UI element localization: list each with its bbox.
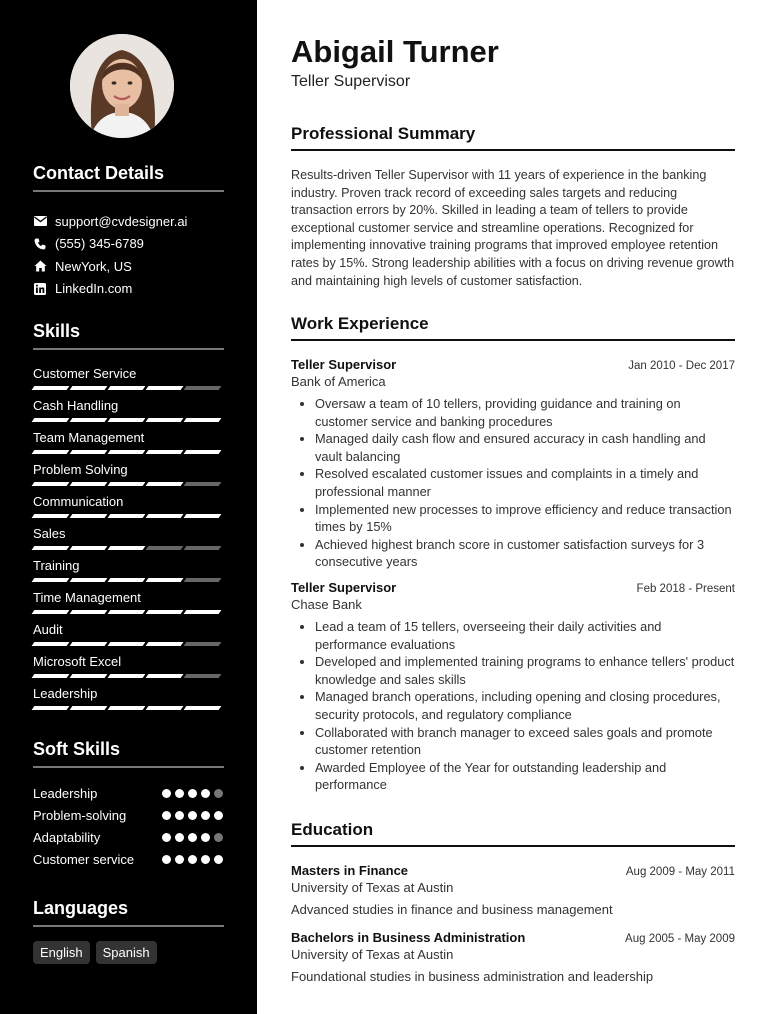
job-title: Teller Supervisor xyxy=(291,357,397,372)
education-description: Advanced studies in finance and business management xyxy=(291,902,613,917)
soft-skill-name: Problem-solving xyxy=(33,807,127,823)
skill-item xyxy=(33,620,223,652)
skill-level-segment xyxy=(146,386,184,390)
skill-level-segment xyxy=(70,546,108,550)
soft-skill-name: Customer service xyxy=(33,851,135,867)
job-bullet: • Collaborated with branch manager to exceed sales goals and promote customer retention xyxy=(315,724,735,759)
soft-skills-heading: Soft Skills xyxy=(33,739,224,768)
skill-level-segment xyxy=(184,482,222,486)
skill-item xyxy=(33,652,223,684)
education-dates: Aug 2005 - May 2009 xyxy=(625,933,735,945)
job-company: Bank of America xyxy=(291,374,386,389)
candidate-title: Teller Supervisor xyxy=(291,73,411,90)
linkedin-icon xyxy=(33,282,47,296)
skill-level-segment xyxy=(146,418,184,422)
soft-skill-rating xyxy=(162,833,223,842)
summary-text: Results-driven Teller Supervisor with 11 years of experience in the banking industry. Proven track record of exceeding sales targets and reducing transaction errors by 20%. Skilled in leading a team of tellers to provide exceptional customer service and streamline operations. Recognized for implementing innovative training programs that improved employee retention rates by 15%. Strong leadership abilities with a focus on driving revenue growth and maintaining high levels of customer satisfaction. xyxy=(291,168,735,288)
skill-name: Cash Handling xyxy=(33,398,119,413)
skill-level-segment xyxy=(32,482,70,486)
skill-name: Customer Service xyxy=(33,366,137,381)
skill-level-segment xyxy=(108,386,146,390)
rating-dot xyxy=(175,855,184,864)
skill-level-bar xyxy=(33,482,223,486)
contact-phone[interactable] xyxy=(33,233,224,256)
job-bullet: • Lead a team of 15 tellers, overseeing their daily activities and performance evaluations xyxy=(315,618,735,653)
skill-level-segment xyxy=(184,706,222,710)
language-tag: Spanish xyxy=(96,941,157,964)
skill-level-segment xyxy=(70,674,108,678)
skill-level-segment xyxy=(32,546,70,550)
phone-icon xyxy=(33,237,47,251)
sidebar xyxy=(0,0,257,1014)
soft-skill-item xyxy=(33,848,223,870)
rating-dot xyxy=(201,811,210,820)
skill-level-segment xyxy=(184,674,222,678)
job-title: Teller Supervisor xyxy=(291,580,397,595)
contact-linkedin[interactable] xyxy=(33,278,224,301)
skill-name: Audit xyxy=(33,622,63,637)
skill-level-segment xyxy=(32,418,70,422)
job-bullet: • Managed daily cash flow and ensured accuracy in cash handling and vault balancing xyxy=(315,430,735,465)
skill-level-segment xyxy=(108,450,146,454)
email-icon xyxy=(33,214,47,228)
skill-level-segment xyxy=(70,386,108,390)
rating-dot xyxy=(188,833,197,842)
skill-item xyxy=(33,460,223,492)
skill-item xyxy=(33,428,223,460)
skill-name: Problem Solving xyxy=(33,462,128,477)
skill-level-segment xyxy=(108,642,146,646)
school-name: University of Texas at Austin xyxy=(291,880,454,895)
skill-level-segment xyxy=(108,610,146,614)
skill-level-bar xyxy=(33,450,223,454)
skill-level-segment xyxy=(184,514,222,518)
skill-level-segment xyxy=(32,706,70,710)
skill-level-segment xyxy=(70,642,108,646)
skill-level-bar xyxy=(33,578,223,582)
skill-level-segment xyxy=(146,706,184,710)
soft-skill-rating xyxy=(162,855,223,864)
rating-dot xyxy=(214,789,223,798)
skill-level-segment xyxy=(32,386,70,390)
skill-level-segment xyxy=(146,514,184,518)
education-heading: Education xyxy=(291,820,735,847)
job-bullet: • Resolved escalated customer issues and complaints in a timely and professional manner xyxy=(315,465,735,500)
skills-heading: Skills xyxy=(33,321,224,350)
skill-level-segment xyxy=(70,514,108,518)
skill-level-segment xyxy=(70,418,108,422)
languages-list xyxy=(33,941,157,964)
skill-level-segment xyxy=(184,418,222,422)
rating-dot xyxy=(175,789,184,798)
languages-heading: Languages xyxy=(33,898,224,927)
skill-name: Microsoft Excel xyxy=(33,654,122,669)
skill-name: Training xyxy=(33,558,80,573)
skill-level-segment xyxy=(184,386,222,390)
job-company: Chase Bank xyxy=(291,597,362,612)
skill-level-segment xyxy=(108,706,146,710)
skill-level-segment xyxy=(108,674,146,678)
contact-phone-text: (555) 345-6789 xyxy=(55,236,144,252)
skill-level-bar xyxy=(33,706,223,710)
contact-location xyxy=(33,255,224,278)
experience-heading: Work Experience xyxy=(291,314,735,341)
soft-skill-rating xyxy=(162,789,223,798)
education-description: Foundational studies in business administration and leadership xyxy=(291,969,654,984)
skill-item xyxy=(33,492,223,524)
job-bullet: • Developed and implemented training programs to enhance tellers' product knowledge and sales skills xyxy=(315,653,735,688)
skill-level-segment xyxy=(146,450,184,454)
education-entry xyxy=(291,930,735,984)
contact-linkedin-text: LinkedIn.com xyxy=(55,281,133,297)
skill-level-segment xyxy=(70,706,108,710)
skill-level-segment xyxy=(184,546,222,550)
job-bullets xyxy=(291,618,735,794)
skill-level-segment xyxy=(32,674,70,678)
rating-dot xyxy=(214,811,223,820)
skill-item xyxy=(33,396,223,428)
skill-item xyxy=(33,524,223,556)
job-bullet: • Implemented new processes to improve efficiency and reduce transaction times by 15% xyxy=(315,501,735,536)
soft-skill-item xyxy=(33,782,223,804)
skill-level-segment xyxy=(146,578,184,582)
skill-level-bar xyxy=(33,386,223,390)
job-dates: Jan 2010 - Dec 2017 xyxy=(628,360,735,372)
skills-list xyxy=(33,364,223,716)
contact-email-text: support@cvdesigner.ai xyxy=(55,213,188,229)
soft-skill-item xyxy=(33,826,223,848)
skill-item xyxy=(33,364,223,396)
job-bullet: • Oversaw a team of 10 tellers, providing guidance and training on customer service and banking procedures xyxy=(315,395,735,430)
rating-dot xyxy=(214,855,223,864)
rating-dot xyxy=(175,811,184,820)
contact-location-text: NewYork, US xyxy=(55,258,132,274)
skill-level-bar xyxy=(33,642,223,646)
skill-level-segment xyxy=(146,546,184,550)
contact-list xyxy=(33,210,224,300)
skill-level-segment xyxy=(70,482,108,486)
skill-level-segment xyxy=(146,482,184,486)
contact-heading: Contact Details xyxy=(33,163,224,192)
skill-item xyxy=(33,684,223,716)
job-entry xyxy=(291,580,735,794)
skill-level-segment xyxy=(108,578,146,582)
skill-name: Communication xyxy=(33,494,124,509)
skill-name: Team Management xyxy=(33,430,145,445)
rating-dot xyxy=(188,855,197,864)
candidate-name: Abigail Turner xyxy=(291,34,499,69)
degree-title: Masters in Finance xyxy=(291,863,409,878)
skill-level-bar xyxy=(33,514,223,518)
summary-heading: Professional Summary xyxy=(291,124,735,151)
skill-level-segment xyxy=(70,610,108,614)
skill-level-segment xyxy=(184,578,222,582)
job-entry xyxy=(291,357,735,571)
rating-dot xyxy=(162,855,171,864)
skill-level-segment xyxy=(108,514,146,518)
rating-dot xyxy=(188,811,197,820)
profile-photo xyxy=(70,34,174,138)
rating-dot xyxy=(162,789,171,798)
skill-level-bar xyxy=(33,674,223,678)
skill-level-bar xyxy=(33,610,223,614)
rating-dot xyxy=(188,789,197,798)
school-name: University of Texas at Austin xyxy=(291,947,454,962)
skill-name: Sales xyxy=(33,526,66,541)
skill-level-segment xyxy=(108,546,146,550)
job-bullets xyxy=(291,395,735,571)
education-entry xyxy=(291,863,735,917)
skill-level-segment xyxy=(108,418,146,422)
skill-level-segment xyxy=(70,578,108,582)
skill-level-segment xyxy=(32,642,70,646)
rating-dot xyxy=(162,811,171,820)
home-icon xyxy=(33,259,47,273)
rating-dot xyxy=(175,833,184,842)
skill-level-segment xyxy=(146,642,184,646)
soft-skills-list xyxy=(33,782,223,870)
skill-item xyxy=(33,588,223,620)
skill-level-segment xyxy=(32,578,70,582)
job-bullet: • Awarded Employee of the Year for outstanding leadership and performance xyxy=(315,759,735,794)
rating-dot xyxy=(214,833,223,842)
profile-photo-image xyxy=(70,34,174,138)
soft-skill-rating xyxy=(162,811,223,820)
skill-level-segment xyxy=(32,610,70,614)
contact-email[interactable] xyxy=(33,210,224,233)
rating-dot xyxy=(201,855,210,864)
skill-level-segment xyxy=(146,610,184,614)
job-bullet: • Managed branch operations, including opening and closing procedures, security protocols, and regulatory compliance xyxy=(315,688,735,723)
rating-dot xyxy=(162,833,171,842)
degree-title: Bachelors in Business Administration xyxy=(291,930,526,945)
skill-name: Leadership xyxy=(33,686,98,701)
rating-dot xyxy=(201,833,210,842)
skill-level-bar xyxy=(33,418,223,422)
skill-level-segment xyxy=(184,642,222,646)
skill-level-segment xyxy=(146,674,184,678)
skill-level-segment xyxy=(184,450,222,454)
education-dates: Aug 2009 - May 2011 xyxy=(625,866,735,878)
job-bullet: • Achieved highest branch score in customer satisfaction surveys for 3 consecutive years xyxy=(315,536,735,571)
skill-level-segment xyxy=(32,514,70,518)
rating-dot xyxy=(201,789,210,798)
skill-name: Time Management xyxy=(33,590,141,605)
soft-skill-item xyxy=(33,804,223,826)
skill-level-segment xyxy=(108,482,146,486)
language-tag: English xyxy=(33,941,90,964)
skill-level-segment xyxy=(184,610,222,614)
skill-level-segment xyxy=(70,450,108,454)
skill-level-segment xyxy=(32,450,70,454)
soft-skill-name: Leadership xyxy=(33,785,98,801)
skill-level-bar xyxy=(33,546,223,550)
soft-skill-name: Adaptability xyxy=(33,829,101,845)
job-dates: Feb 2018 - Present xyxy=(636,583,735,595)
skill-item xyxy=(33,556,223,588)
